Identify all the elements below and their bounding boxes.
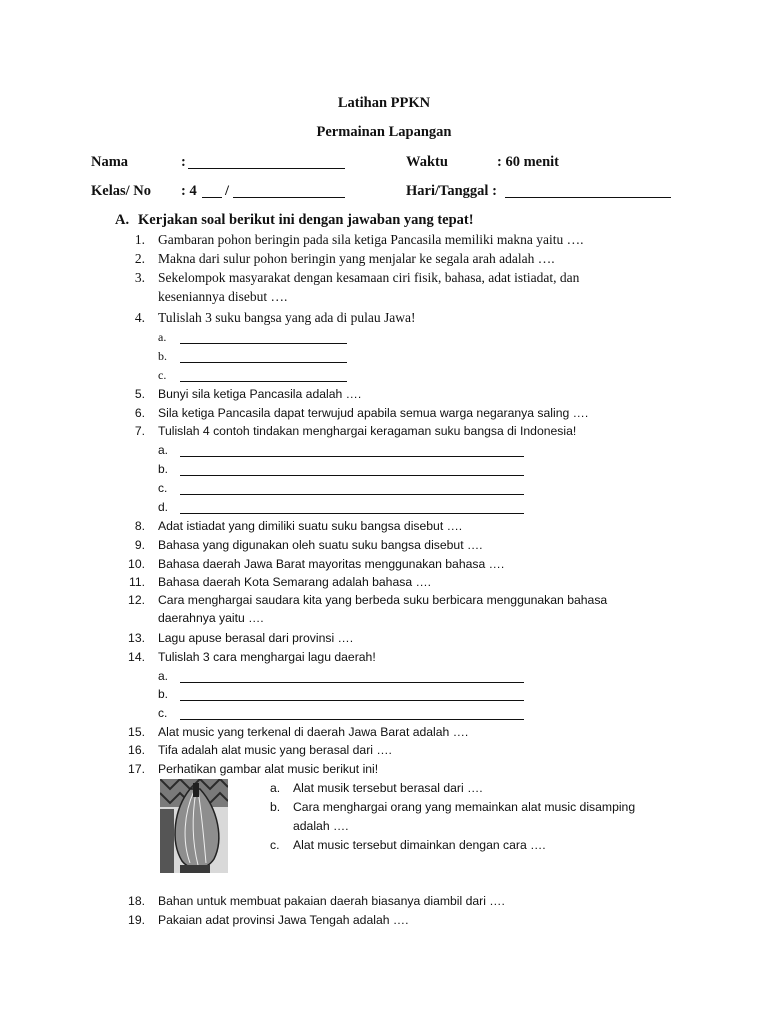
- question-text: Bahasa daerah Kota Semarang adalah bahasa ….: [158, 575, 432, 589]
- section-letter: A.: [115, 212, 130, 228]
- q17-label-b: b.: [270, 800, 281, 814]
- q7-answer-d[interactable]: [180, 513, 524, 514]
- q4-label-b: b.: [158, 349, 167, 363]
- question-6: [115, 406, 768, 424]
- musical-instrument-image: [160, 779, 228, 873]
- question-text: Tulislah 3 cara menghargai lagu daerah!: [158, 650, 376, 664]
- question-text: Alat music yang terkenal di daerah Jawa Barat adalah ….: [158, 725, 469, 739]
- no-field[interactable]: [233, 197, 345, 198]
- question-text: Bahasa daerah Jawa Barat mayoritas menggunakan bahasa ….: [158, 557, 505, 571]
- q7-label-d: d.: [158, 500, 169, 514]
- question-4: [115, 310, 768, 328]
- q4-label-a: a.: [158, 330, 167, 344]
- question-19: [115, 913, 768, 931]
- q4-answer-c[interactable]: [180, 381, 347, 382]
- question-text-line2: keseniannya disebut ….: [158, 289, 288, 304]
- question-9: [115, 538, 768, 556]
- question-number: 13.: [128, 631, 145, 645]
- q7-label-b: b.: [158, 462, 169, 476]
- q17-sub-a: Alat musik tersebut berasal dari ….: [293, 781, 483, 795]
- question-text: Adat istiadat yang dimiliki suatu suku bangsa disebut ….: [158, 519, 463, 533]
- question-15: [115, 725, 768, 743]
- q7-answer-c[interactable]: [180, 494, 524, 495]
- question-number: 4.: [134, 310, 145, 325]
- question-text-line2: daerahnya yaitu ….: [158, 611, 264, 625]
- question-10: [115, 557, 768, 575]
- question-14: [115, 650, 768, 668]
- q17-label-a: a.: [270, 781, 281, 795]
- question-11: [115, 575, 768, 593]
- q4-label-c: c.: [158, 368, 167, 382]
- question-16: [115, 743, 768, 761]
- question-number: 19.: [128, 913, 145, 927]
- question-number: 18.: [128, 894, 145, 908]
- question-text: Sekelompok masyarakat dengan kesamaan ciri fisik, bahasa, adat istiadat, dan: [158, 270, 580, 285]
- question-number: 7.: [134, 424, 145, 438]
- hari-label: Hari/Tanggal :: [406, 183, 497, 199]
- q17-label-c: c.: [270, 838, 280, 852]
- nama-colon: :: [181, 154, 186, 170]
- page-subtitle: Permainan Lapangan: [316, 124, 452, 140]
- question-number: 11.: [128, 575, 145, 589]
- waktu-value: : 60 menit: [497, 154, 560, 170]
- question-text: Pakaian adat provinsi Jawa Tengah adalah ….: [158, 913, 409, 927]
- question-text: Bunyi sila ketiga Pancasila adalah ….: [158, 387, 362, 401]
- nama-label: Nama: [91, 154, 129, 170]
- waktu-label: Waktu: [406, 154, 448, 170]
- page-title: Latihan PPKN: [337, 95, 431, 111]
- question-number: 2.: [134, 251, 145, 266]
- question-number: 3.: [134, 270, 145, 285]
- question-18: [115, 894, 768, 912]
- q14-answer-a[interactable]: [180, 682, 524, 683]
- question-text: Gambaran pohon beringin pada sila ketiga Pancasila memiliki makna yaitu ….: [158, 232, 584, 247]
- question-number: 15.: [128, 725, 145, 739]
- kelas-slash: /: [225, 183, 230, 199]
- instrument-base: [180, 865, 210, 873]
- question-text: Tulislah 4 contoh tindakan menghargai keragaman suku bangsa di Indonesia!: [158, 424, 577, 438]
- question-text: Makna dari sulur pohon beringin yang menjalar ke segala arah adalah ….: [158, 251, 555, 266]
- q14-answer-b[interactable]: [180, 700, 524, 701]
- section-instruction: Kerjakan soal berikut ini dengan jawaban yang tepat!: [138, 212, 474, 228]
- question-number: 8.: [134, 519, 145, 533]
- q14-label-b: b.: [158, 687, 169, 701]
- q4-answer-a[interactable]: [180, 343, 347, 344]
- question-text: Bahasa yang digunakan oleh suatu suku bangsa disebut ….: [158, 538, 483, 552]
- nama-field[interactable]: [188, 168, 345, 169]
- question-number: 9.: [134, 538, 145, 552]
- question-12: [115, 593, 768, 631]
- question-8: [115, 519, 768, 537]
- image-left-shadow: [160, 809, 174, 873]
- q7-label-c: c.: [158, 481, 168, 495]
- question-13: [115, 631, 768, 649]
- question-text: Lagu apuse berasal dari provinsi ….: [158, 631, 354, 645]
- question-number: 5.: [134, 387, 145, 401]
- instrument-neck: [193, 783, 199, 797]
- q7-answer-a[interactable]: [180, 456, 524, 457]
- question-number: 17.: [128, 762, 145, 776]
- question-number: 6.: [134, 406, 145, 420]
- q17-sub-b-line2: adalah ….: [293, 819, 349, 833]
- question-5: [115, 387, 768, 405]
- question-number: 1.: [134, 232, 145, 247]
- question-number: 12.: [128, 593, 145, 607]
- question-text: Sila ketiga Pancasila dapat terwujud apabila semua warga negaranya saling ….: [158, 406, 589, 420]
- kelas-field[interactable]: [202, 197, 222, 198]
- question-number: 16.: [128, 743, 145, 757]
- question-text: Perhatikan gambar alat music berikut ini!: [158, 762, 379, 776]
- question-text: Tifa adalah alat music yang berasal dari ….: [158, 743, 392, 757]
- question-7: [115, 424, 768, 442]
- question-text: Tulislah 3 suku bangsa yang ada di pulau Jawa!: [158, 310, 416, 325]
- q4-answer-b[interactable]: [180, 362, 347, 363]
- q17-sub-c: Alat music tersebut dimainkan dengan cara ….: [293, 838, 546, 852]
- q14-label-c: c.: [158, 706, 168, 720]
- kelas-value: : 4: [181, 183, 197, 199]
- question-2: [115, 251, 768, 269]
- q7-answer-b[interactable]: [180, 475, 524, 476]
- question-text: Bahan untuk membuat pakaian daerah biasanya diambil dari ….: [158, 894, 505, 908]
- q14-label-a: a.: [158, 669, 169, 683]
- q17-sub-b: Cara menghargai orang yang memainkan alat music disamping: [293, 800, 636, 814]
- question-3: [115, 270, 768, 308]
- question-17: [115, 762, 768, 780]
- question-number: 14.: [128, 650, 145, 664]
- kelas-label: Kelas/ No: [91, 183, 152, 199]
- question-1: [115, 232, 768, 250]
- q7-label-a: a.: [158, 443, 169, 457]
- hari-field[interactable]: [505, 197, 671, 198]
- q14-answer-c[interactable]: [180, 719, 524, 720]
- question-text: Cara menghargai saudara kita yang berbeda suku berbicara menggunakan bahasa: [158, 593, 608, 607]
- question-number: 10.: [128, 557, 145, 571]
